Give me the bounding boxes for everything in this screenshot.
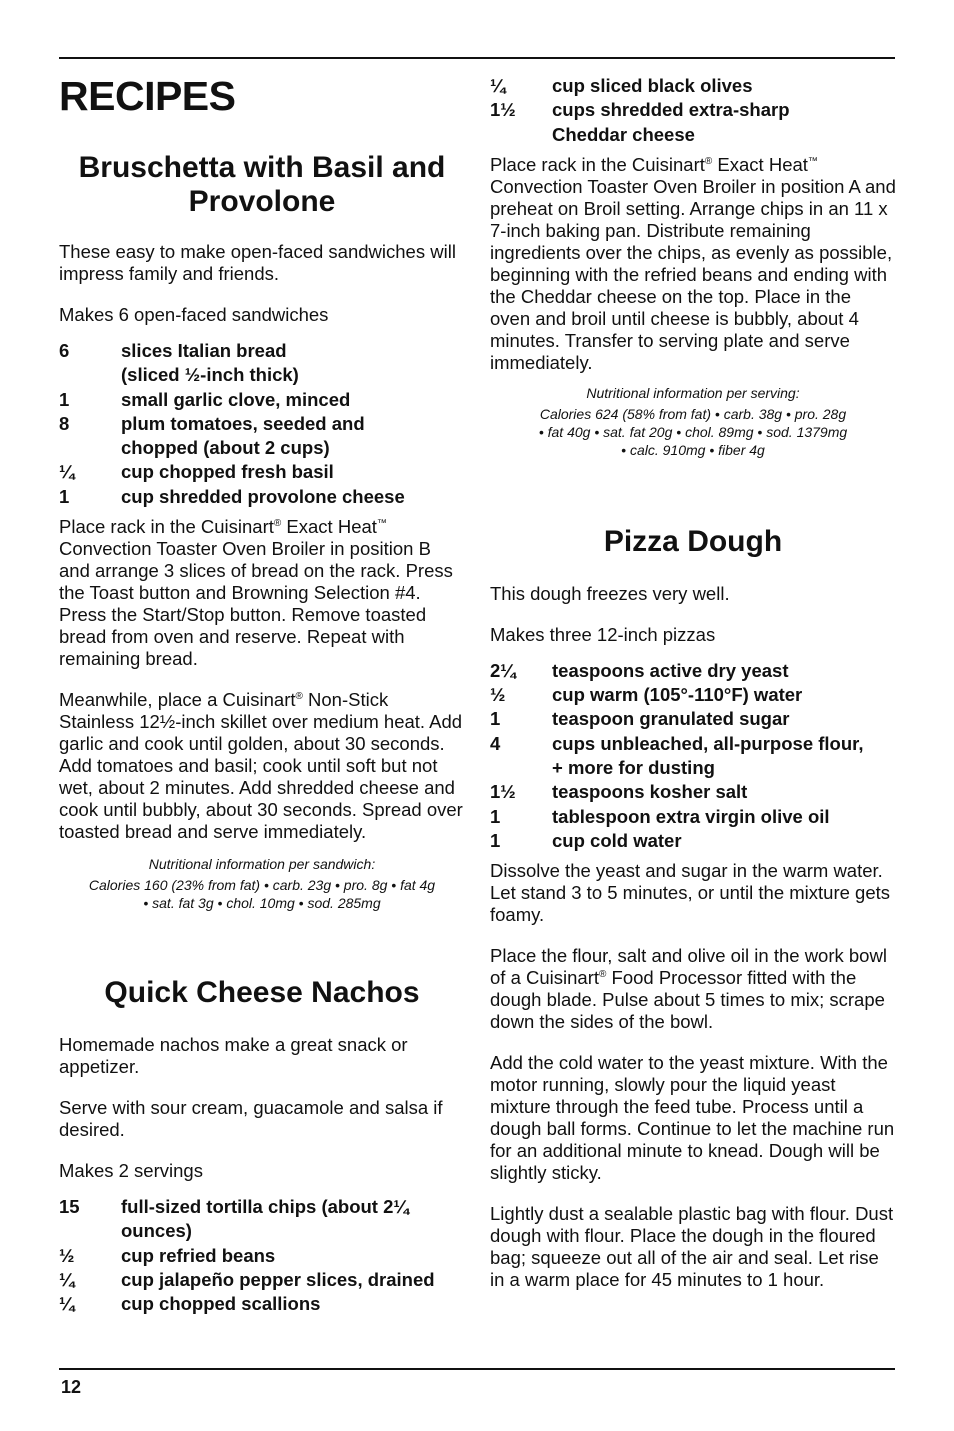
ingredient-row — [59, 1268, 465, 1292]
ingredient-row — [490, 659, 896, 683]
ingredient-row — [490, 707, 896, 731]
step-text: Place the flour, salt and olive oil in the work bowl of a Cuisinart — [490, 945, 887, 989]
ingredient-qty: 1 — [59, 485, 70, 507]
pizza-step-1: Dissolve the yeast and sugar in the warm water. Let stand 3 to 5 minutes, or until the mixture gets foamy. — [490, 860, 891, 926]
ingredient-text: cup warm (105°-110°F) water — [552, 684, 803, 706]
ingredient-qty: 6 — [59, 340, 70, 361]
ingredient-qty: 1 — [490, 708, 501, 730]
ingredient-text: cup chopped fresh basil — [121, 461, 334, 483]
page-title: RECIPES — [59, 73, 236, 119]
nachos-ingredients-part2 — [490, 74, 896, 147]
trademark-mark: ™ — [807, 155, 818, 167]
ingredient-qty: ¼ — [59, 1268, 75, 1290]
ingredient-text: plum tomatoes, seeded and — [121, 412, 365, 434]
ingredient-qty — [59, 1219, 121, 1243]
ingredient-qty: ¼ — [59, 1293, 75, 1315]
bottom-rule — [59, 1368, 895, 1370]
ingredient-qty: ½ — [490, 684, 506, 706]
ingredient-qty: ¼ — [59, 461, 75, 483]
ingredient-qty: 1 — [490, 805, 501, 827]
ingredient-qty: 1½ — [490, 99, 516, 121]
ingredient-qty: 2¼ — [490, 659, 516, 681]
ingredient-row — [59, 485, 465, 509]
ingredient-row — [59, 460, 465, 484]
ingredient-qty: 1 — [59, 388, 70, 410]
ingredient-text: + more for dusting — [552, 757, 715, 779]
ingredient-row — [490, 756, 896, 780]
step-text: Convection Toaster Oven Broiler in position A and preheat on Broil setting. Arrange chips in an 11 x 7-inch baking pan. Distribute remaining ingredients over the chips, as evenly as possible, beginning with the refried beans and ending with the Cheddar cheese on the top. Place in the oven and broil until cheese is bubbly, about 4 minutes. Transfer to serving plate and serve immediately. — [490, 175, 896, 373]
step-text: Food Processor fitted with the dough blade. Pulse about 5 times to mix; scrape down the sides of the bowl. — [490, 967, 885, 1033]
nutrition-line: • calc. 910mg • fiber 4g — [621, 441, 765, 458]
nachos-title: Quick Cheese Nachos — [104, 976, 420, 1010]
ingredient-row — [490, 74, 896, 98]
bruschetta-intro: These easy to make open-faced sandwiches will impress family and friends. — [59, 241, 456, 284]
step-text: Place rack in the Cuisinart — [490, 153, 705, 175]
ingredient-row — [490, 732, 896, 756]
ingredient-row — [59, 388, 465, 412]
bruschetta-title — [59, 151, 465, 219]
bruschetta-yield: Makes 6 open-faced sandwiches — [59, 304, 329, 325]
ingredient-qty — [59, 363, 121, 387]
ingredient-row — [59, 339, 465, 363]
nachos-step — [490, 154, 896, 374]
step-text: Non-Stick Stainless 12½-inch skillet over medium heat. Add garlic and cook until golden, about 30 seconds. Add tomatoes and basil; cook until soft but not wet, about 2 minutes. Add shredded cheese and cook until bubbly, about 30 seconds. Spread over toasted bread and serve immediately. — [59, 689, 463, 843]
nachos-intro: Homemade nachos make a great snack or appetizer. — [59, 1034, 408, 1078]
ingredient-row — [59, 1195, 465, 1219]
ingredient-text: ounces) — [121, 1220, 192, 1242]
step-text: Meanwhile, place a Cuisinart — [59, 689, 296, 711]
ingredient-text: teaspoons active dry yeast — [552, 659, 789, 681]
registered-mark: ® — [704, 155, 713, 167]
nachos-ingredients-part1 — [59, 1195, 465, 1316]
ingredient-qty — [490, 756, 552, 780]
ingredient-text: cups unbleached, all-purpose flour, — [552, 732, 864, 754]
ingredient-text: cup sliced black olives — [552, 75, 753, 96]
left-column — [59, 72, 465, 1317]
page-number: 12 — [61, 1377, 82, 1397]
step-text: Exact Heat — [281, 516, 377, 538]
pizza-step-3: Add the cold water to the yeast mixture. With the motor running, slowly pour the liquid yeast mixture through the feed tube. Process until a dough ball forms. Continue to let the machine run for an additional minute to knead. Dough will be slightly sticky. — [490, 1052, 895, 1184]
bruschetta-title-line2: Provolone — [188, 185, 336, 218]
ingredient-text: (sliced ½-inch thick) — [121, 364, 299, 386]
ingredient-text: teaspoons kosher salt — [552, 781, 748, 803]
ingredient-text: cup chopped scallions — [121, 1293, 321, 1315]
ingredient-row — [490, 780, 896, 804]
pizza-title: Pizza Dough — [603, 524, 783, 558]
ingredient-row — [59, 1219, 465, 1243]
ingredient-qty — [59, 436, 121, 460]
top-rule — [59, 57, 895, 59]
registered-mark: ® — [295, 690, 303, 702]
bruschetta-nutrition — [59, 855, 465, 912]
step-text: Place rack in the Cuisinart — [59, 516, 274, 538]
pizza-step-4: Lightly dust a sealable plastic bag with flour. Dust dough with flour. Place the dough in the floured bag; squeeze out all of the air and seal. Let rise in a warm place for 45 minutes to 1 hour. — [490, 1203, 894, 1291]
step-text: Exact Heat — [712, 153, 808, 175]
ingredient-row — [490, 98, 896, 122]
trademark-mark: ™ — [376, 517, 387, 529]
ingredient-row — [59, 412, 465, 436]
ingredient-row — [490, 123, 896, 147]
ingredient-text: teaspoon granulated sugar — [552, 708, 790, 730]
ingredient-text: slices Italian bread — [121, 340, 287, 361]
nutrition-label: Nutritional information per serving: — [586, 384, 800, 401]
ingredient-text: cup cold water — [552, 829, 682, 851]
ingredient-text: tablespoon extra virgin olive oil — [552, 805, 830, 827]
pizza-intro: This dough freezes very well. — [490, 582, 730, 604]
ingredient-row — [59, 1244, 465, 1268]
ingredient-qty: 4 — [490, 732, 501, 754]
ingredient-text: cups shredded extra-sharp — [552, 99, 790, 121]
ingredient-qty: 15 — [59, 1196, 80, 1218]
nutrition-line: • fat 40g • sat. fat 20g • chol. 89mg • sod. 1379mg — [538, 423, 848, 440]
pizza-yield: Makes three 12-inch pizzas — [490, 623, 716, 645]
step-text: Convection Toaster Oven Broiler in position B and arrange 3 slices of bread on the rack. Press the Toast button and Browning Selection #4. Press the Start/Stop button. Remove toasted bread from oven and reserve. Repeat with remaining bread. — [59, 538, 453, 670]
bruschetta-step-1 — [59, 516, 465, 670]
ingredient-text: small garlic clove, minced — [121, 388, 351, 410]
ingredient-text: cup jalapeño pepper slices, drained — [121, 1268, 435, 1290]
nachos-yield: Makes 2 servings — [59, 1160, 203, 1182]
ingredient-text: cup refried beans — [121, 1244, 276, 1266]
ingredient-qty — [490, 123, 552, 147]
pizza-ingredients — [490, 659, 896, 853]
ingredient-qty: 1½ — [490, 781, 516, 803]
pizza-step-2 — [490, 945, 896, 1033]
nachos-serve: Serve with sour cream, guacamole and salsa if desired. — [59, 1097, 443, 1141]
ingredient-text: cup shredded provolone cheese — [121, 485, 405, 507]
right-column — [490, 74, 896, 1291]
ingredient-row — [59, 1292, 465, 1316]
ingredient-row — [490, 683, 896, 707]
ingredient-row — [490, 805, 896, 829]
ingredient-text: Cheddar cheese — [552, 123, 695, 145]
ingredient-text: full-sized tortilla chips (about 2¼ — [121, 1196, 409, 1218]
nutrition-line: • sat. fat 3g • chol. 10mg • sod. 285mg — [143, 895, 381, 912]
ingredient-row — [59, 363, 465, 387]
ingredient-qty: ¼ — [490, 75, 506, 96]
ingredient-text: chopped (about 2 cups) — [121, 437, 330, 459]
nachos-nutrition — [490, 384, 896, 459]
bruschetta-ingredients — [59, 339, 465, 509]
bruschetta-title-line1: Bruschetta with Basil and — [78, 151, 446, 184]
bruschetta-step-2 — [59, 689, 465, 843]
ingredient-qty: 1 — [490, 829, 501, 851]
nutrition-line: Calories 160 (23% from fat) • carb. 23g • pro. 8g • fat 4g — [88, 877, 436, 894]
registered-mark: ® — [599, 969, 607, 981]
ingredient-row — [490, 829, 896, 853]
ingredient-row — [59, 436, 465, 460]
nutrition-label: Nutritional information per sandwich: — [148, 856, 376, 873]
ingredient-qty: ½ — [59, 1244, 75, 1266]
ingredient-qty: 8 — [59, 412, 70, 434]
nutrition-line: Calories 624 (58% from fat) • carb. 38g • pro. 28g — [539, 405, 847, 422]
registered-mark: ® — [273, 517, 282, 529]
